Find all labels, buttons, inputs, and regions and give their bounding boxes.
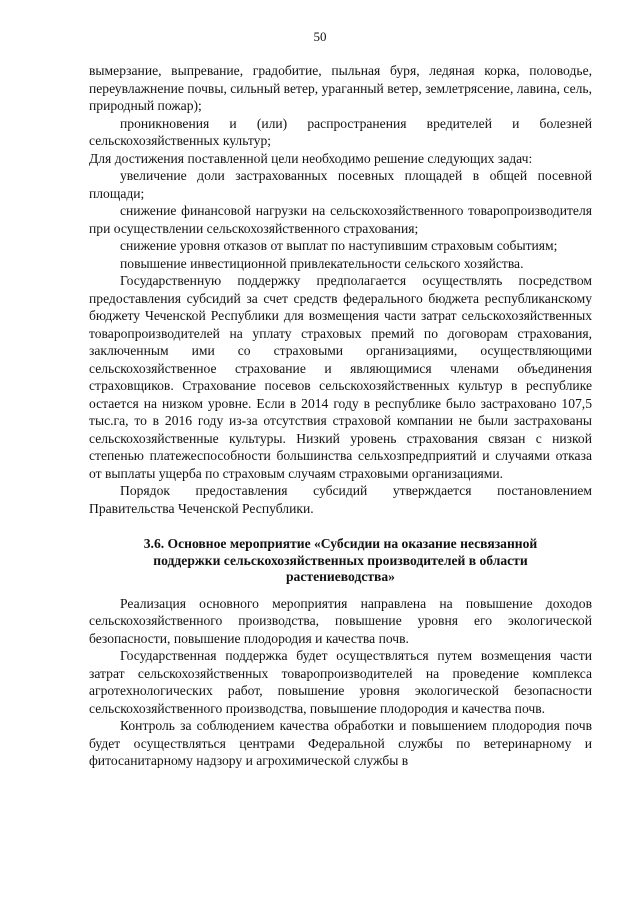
heading-line: растениеводства» — [286, 569, 395, 584]
paragraph: Для достижения поставленной цели необходимо решение следующих задач: — [89, 150, 533, 166]
paragraph: Государственную поддержку предполагается осуществлять посредством предоставления субсидий за счет средств федерального бюджета республиканскому бюджету Чеченской Республики для возмещения части затрат сельскохозяйственных товаропроизводителей на уплату страховых премий по договорам страхования, заключенным ими со страховыми организациями, осуществляющими сельскохозяйственное страхование и являющимися членами объединения страховщиков. Страхование посевов сельскохозяйственных культур в республике остается на низком уровне. Если в 2014 году в республике было застраховано 107,5 тыс.га, то в 2016 году из-за отсутствия страховой компании не были застрахованы сельскохозяйственные культуры. Низкий уровень страхования связан с низкой степенью платежеспособности большинства сельхозпредприятий и случаями отказа от выплаты ущерба по страховым случаям страховыми организациями. — [89, 273, 592, 481]
page-number: 50 — [313, 29, 327, 44]
paragraph: увеличение доли застрахованных посевных площадей в общей посевной площади; — [89, 168, 592, 201]
paragraph: повышение инвестиционной привлекательности сельского хозяйства. — [120, 255, 524, 271]
paragraph: снижение уровня отказов от выплат по наступившим страховым событиям; — [120, 238, 558, 253]
paragraph: проникновения и (или) распространения вредителей и болезней сельскохозяйственных культур; — [89, 115, 592, 148]
heading-line: 3.6. Основное мероприятие «Субсидии на оказание несвязанной — [143, 536, 538, 551]
document-body — [89, 62, 592, 770]
heading-line: поддержки сельскохозяйственных производителей в области — [153, 552, 528, 568]
paragraph: Порядок предоставления субсидий утверждается постановлением Правительства Чеченской Республики. — [89, 483, 592, 516]
section-heading — [89, 536, 592, 586]
paragraphs-before-heading — [89, 62, 592, 517]
paragraph: Реализация основного мероприятия направлена на повышение доходов сельскохозяйственного производства, повышение уровня его экологической безопасности, повышение плодородия и качества почв. — [89, 595, 592, 646]
paragraph: снижение финансовой нагрузки на сельскохозяйственного товаропроизводителя при осуществлении сельскохозяйственного страхования; — [89, 203, 592, 236]
paragraph: Контроль за соблюдением качества обработки и повышением плодородия почв будет осуществляться центрами Федеральной службы по ветеринарному и фитосанитарному надзору и агрохимической службы в — [89, 718, 592, 768]
paragraphs-after-heading — [89, 595, 592, 770]
paragraph: Государственная поддержка будет осуществляться путем возмещения части затрат сельскохозяйственных товаропроизводителей на проведение комплекса агротехнологических работ, повышение уровня экологической безопасности сельскохозяйственного производства, повышение плодородия и качества почв. — [89, 648, 592, 716]
paragraph: вымерзание, выпревание, градобитие, пыльная буря, ледяная корка, половодье, переувлажнение почвы, сильный ветер, ураганный ветер, землетрясение, лавина, сель, природный пожар); — [89, 63, 592, 113]
